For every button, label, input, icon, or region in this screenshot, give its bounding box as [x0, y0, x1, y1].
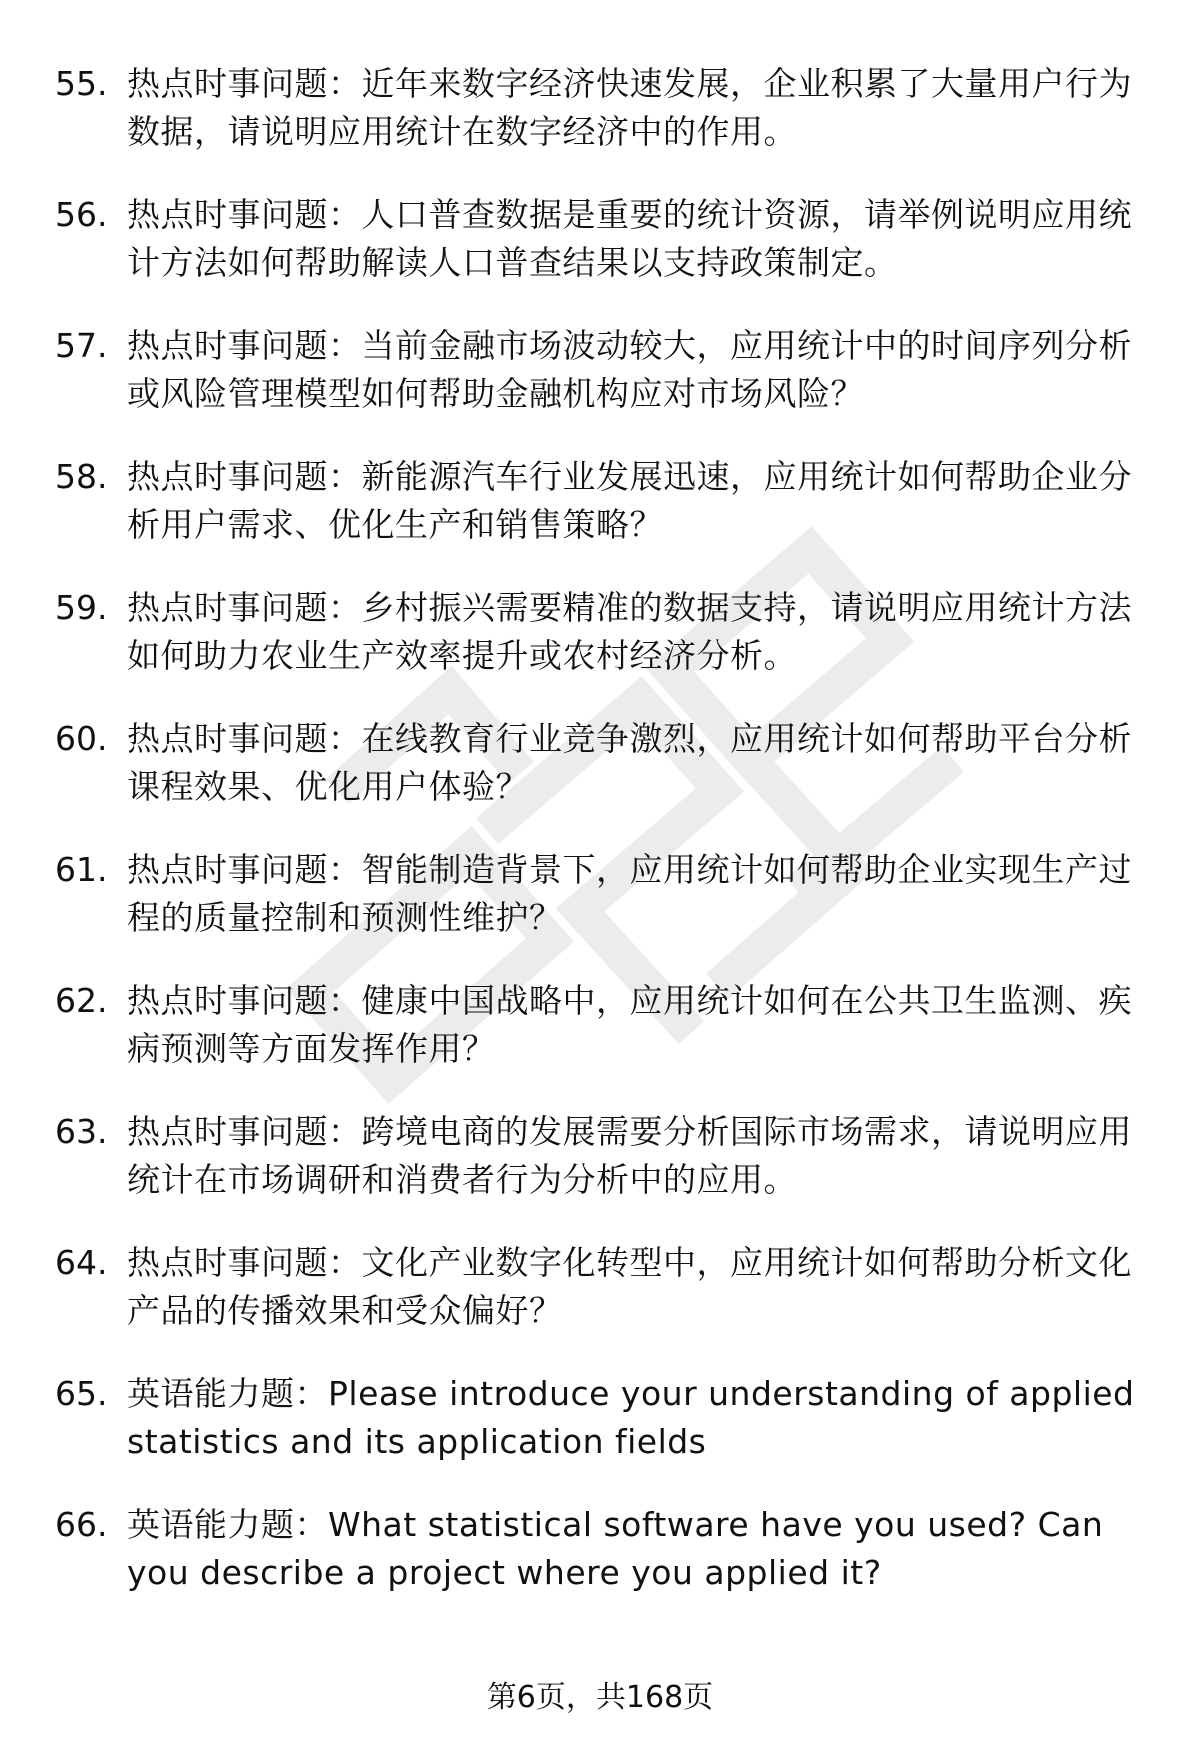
page-number-label: 第6页，共168页 [486, 1680, 714, 1715]
question-text: 热点时事问题：当前金融市场波动较大，应用统计中的时间序列分析或风险管理模型如何帮助金融机构应对市场风险？ [127, 326, 1132, 413]
page-footer [0, 1678, 1200, 1718]
list-item [55, 1239, 1145, 1335]
list-item [55, 322, 1145, 418]
question-text: 热点时事问题：近年来数字经济快速发展，企业积累了大量用户行为数据，请说明应用统计在数字经济中的作用。 [127, 64, 1132, 151]
question-number: 57. [55, 326, 108, 365]
question-number: 64. [55, 1243, 108, 1282]
question-text: 热点时事问题：智能制造背景下，应用统计如何帮助企业实现生产过程的质量控制和预测性维护？ [127, 850, 1132, 937]
question-text: 英语能力题：Please introduce your understanding of applied statistics and its application fields [127, 1374, 1135, 1461]
question-number: 59. [55, 588, 108, 627]
list-item [55, 1108, 1145, 1204]
question-text: 热点时事问题：乡村振兴需要精准的数据支持，请说明应用统计方法如何助力农业生产效率提升或农村经济分析。 [127, 588, 1132, 675]
question-text: 热点时事问题：新能源汽车行业发展迅速，应用统计如何帮助企业分析用户需求、优化生产和销售策略？ [127, 457, 1132, 544]
list-item [55, 453, 1145, 549]
question-number: 66. [55, 1505, 108, 1544]
question-number: 61. [55, 850, 108, 889]
list-item [55, 715, 1145, 811]
question-number: 65. [55, 1374, 108, 1413]
question-number: 62. [55, 981, 108, 1020]
question-number: 55. [55, 64, 108, 103]
question-text: 热点时事问题：人口普查数据是重要的统计资源，请举例说明应用统计方法如何帮助解读人口普查结果以支持政策制定。 [127, 195, 1132, 282]
question-list [55, 60, 1145, 1632]
question-number: 63. [55, 1112, 108, 1151]
question-text: 热点时事问题：文化产业数字化转型中，应用统计如何帮助分析文化产品的传播效果和受众偏好？ [127, 1243, 1132, 1330]
question-number: 56. [55, 195, 108, 234]
list-item [55, 1501, 1145, 1597]
list-item [55, 846, 1145, 942]
list-item [55, 60, 1145, 156]
question-text: 热点时事问题：在线教育行业竞争激烈，应用统计如何帮助平台分析课程效果、优化用户体验？ [127, 719, 1132, 806]
question-number: 60. [55, 719, 108, 758]
list-item [55, 1370, 1145, 1466]
list-item [55, 191, 1145, 287]
question-text: 热点时事问题：健康中国战略中，应用统计如何在公共卫生监测、疾病预测等方面发挥作用？ [127, 981, 1132, 1068]
list-item [55, 977, 1145, 1073]
question-text: 热点时事问题：跨境电商的发展需要分析国际市场需求，请说明应用统计在市场调研和消费者行为分析中的应用。 [127, 1112, 1132, 1199]
list-item [55, 584, 1145, 680]
question-text: 英语能力题：What statistical software have you used? Can you describe a project where you applied it? [127, 1505, 1104, 1592]
question-number: 58. [55, 457, 108, 496]
